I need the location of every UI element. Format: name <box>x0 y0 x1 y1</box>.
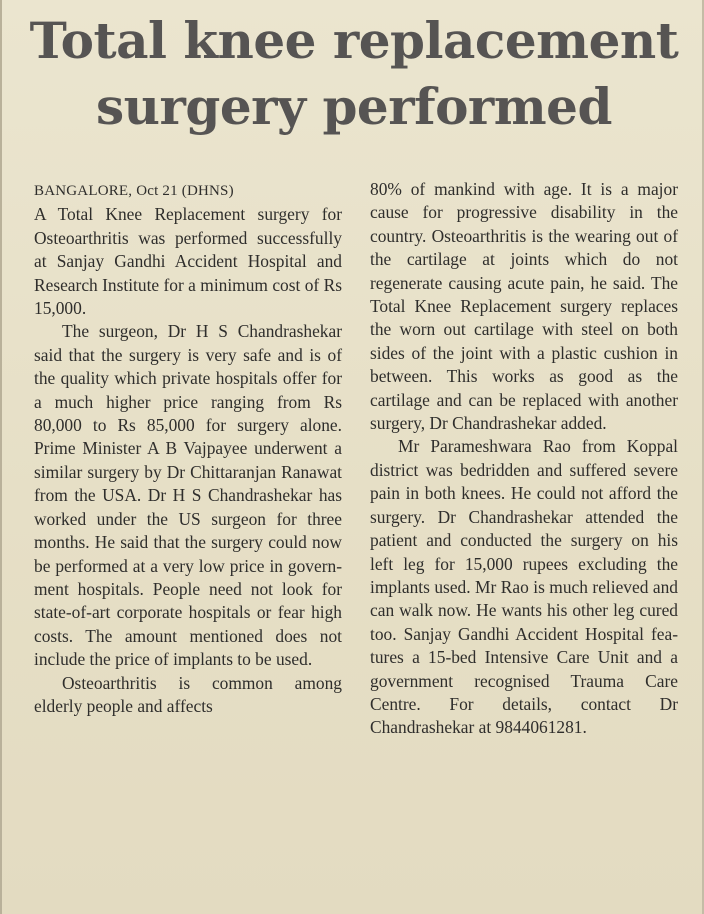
headline <box>2 8 704 140</box>
left-paragraph-2: The surgeon, Dr H S Chandrashekar said that the surgery is very safe and is of the quality which private hospitals offer for a much higher price ranging from Rs 80,000 to Rs 85,000 for surgery alone. Prime Minister A B Vajpayee underwent a similar surgery by Dr Chittaranjan Ranawat from the USA. Dr H S Chandrashekar has worked under the US surgeon for three months. He said that the surgery could now be performed at a very low price in government hospitals. People need not look for state-of-art corporate hospitals or fear high costs. The amount mentioned does not include the price of implants to be used. <box>34 321 342 670</box>
right-paragraph-2: Mr Parameshwara Rao from Koppal district was bedridden and suffered severe pain in both knees. He could not afford the surgery. Dr Chandrashekar attended the patient and conducted the surgery on his left leg for 15,000 rupees excluding the implants used. Mr Rao is much relieved and can walk now. He wants his other leg cured too. Sanjay Gandhi Accident Hospital features a 15-bed Intensive Care Unit and a government recognised Trauma Care Centre. For details, contact Dr Chandrashekar at 9844061281. <box>370 436 678 738</box>
headline-line-2: surgery performed <box>96 77 612 136</box>
left-paragraph-3: Osteoarthritis is common among elderly people and affects <box>34 672 342 716</box>
dateline-paragraph <box>34 178 342 320</box>
left-column <box>34 178 342 718</box>
left-paragraph-1: A Total Knee Replacement surgery for Osteoarthritis was performed successfully at Sanjay Gandhi Accident Hospital and Research Institute for a minimum cost of Rs 15,000. <box>34 204 342 319</box>
right-column <box>370 178 678 740</box>
right-paragraph-1: 80% of mankind with age. It is a major cause for progressive disability in the country. Osteoarthritis is the wearing out of the cartilage at joints which do not regenerate causing acute pain, he said. The Total Knee Replacement surgery replaces the worn out cartilage with steel on both sides of the joint with a plastic cushion in between. This works as good as the cartilage and can be replaced with another surgery, Dr Chandrashekar added. <box>370 179 678 434</box>
headline-line-1: Total knee replacement <box>29 11 679 70</box>
dateline: BANGALORE, Oct 21 (DHNS) <box>34 183 234 199</box>
